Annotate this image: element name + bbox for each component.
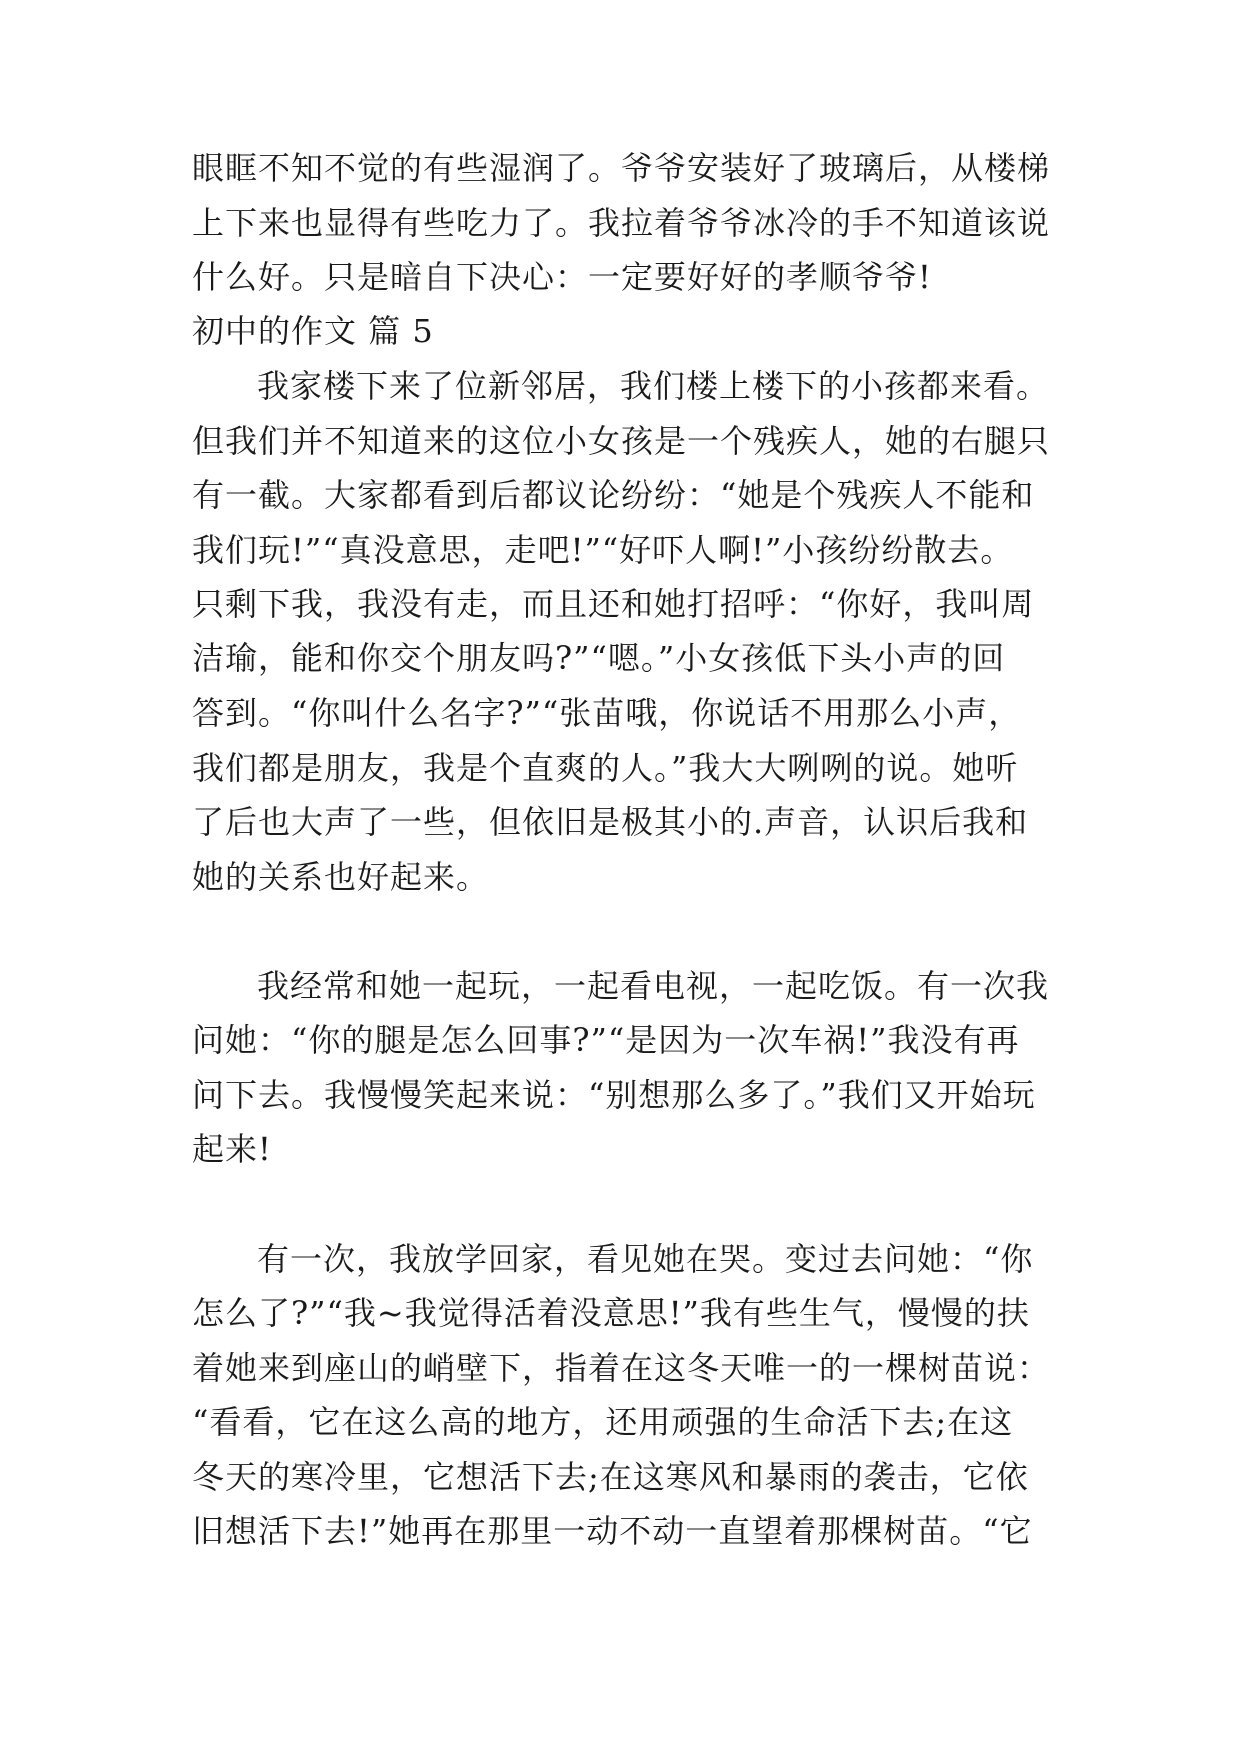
text-line: 眼眶不知不觉的有些湿润了。爷爷安装好了玻璃后，从楼梯 <box>192 149 1051 187</box>
text-line: 什么好。只是暗自下决心：一定要好好的孝顺爷爷! <box>192 258 932 296</box>
text-line: 只剩下我，我没有走，而且还和她打招呼：“你好，我叫周 <box>192 585 1035 623</box>
text-line: 旧想活下去!”她再在那里一动不动一直望着那棵树苗。“它 <box>192 1512 1033 1550</box>
text-line: 了后也大声了一些，但依旧是极其小的.声音，认识后我和 <box>192 803 1029 841</box>
text-line: 我们都是朋友，我是个直爽的人。”我大大咧咧的说。她听 <box>192 749 1019 787</box>
text-line: 我们玩!”“真没意思，走吧!”“好吓人啊!”小孩纷纷散去。 <box>192 531 1014 569</box>
text-line: 洁瑜，能和你交个朋友吗?”“嗯。”小女孩低下头小声的回 <box>192 639 1006 677</box>
text-line: 有一截。大家都看到后都议论纷纷：“她是个残疾人不能和 <box>192 476 1035 514</box>
text-line: “看看，它在这么高的地方，还用顽强的生命活下去;在这 <box>192 1403 1014 1441</box>
text-line: 冬天的寒冷里，它想活下去;在这寒风和暴雨的袭击，它依 <box>192 1458 1029 1496</box>
text-line: 问下去。我慢慢笑起来说：“别想那么多了。”我们又开始玩 <box>192 1076 1036 1114</box>
text-line: 怎么了?”“我~我觉得活着没意思!”我有些生气，慢慢的扶 <box>192 1294 1030 1332</box>
text-line: 着她来到座山的峭壁下，指着在这冬天唯一的一棵树苗说： <box>192 1349 1051 1387</box>
text-line: 我家楼下来了位新邻居，我们楼上楼下的小孩都来看。 <box>257 367 1050 405</box>
text-line: 上下来也显得有些吃力了。我拉着爷爷冰冷的手不知道该说 <box>192 204 1051 242</box>
text-line: 起来! <box>192 1130 272 1168</box>
text-line: 她的关系也好起来。 <box>192 858 490 896</box>
section-heading: 初中的作文 篇 5 <box>192 312 434 350</box>
text-line: 答到。“你叫什么名字?”“张苗哦，你说话不用那么小声， <box>192 694 1022 732</box>
text-line: 问她：“你的腿是怎么回事?”“是因为一次车祸!”我没有再 <box>192 1021 1020 1059</box>
text-line: 我经常和她一起玩，一起看电视，一起吃饭。有一次我 <box>257 967 1050 1005</box>
text-line: 但我们并不知道来的这位小女孩是一个残疾人，她的右腿只 <box>192 422 1051 460</box>
text-line: 有一次，我放学回家，看见她在哭。变过去问她：“你 <box>257 1240 1034 1278</box>
